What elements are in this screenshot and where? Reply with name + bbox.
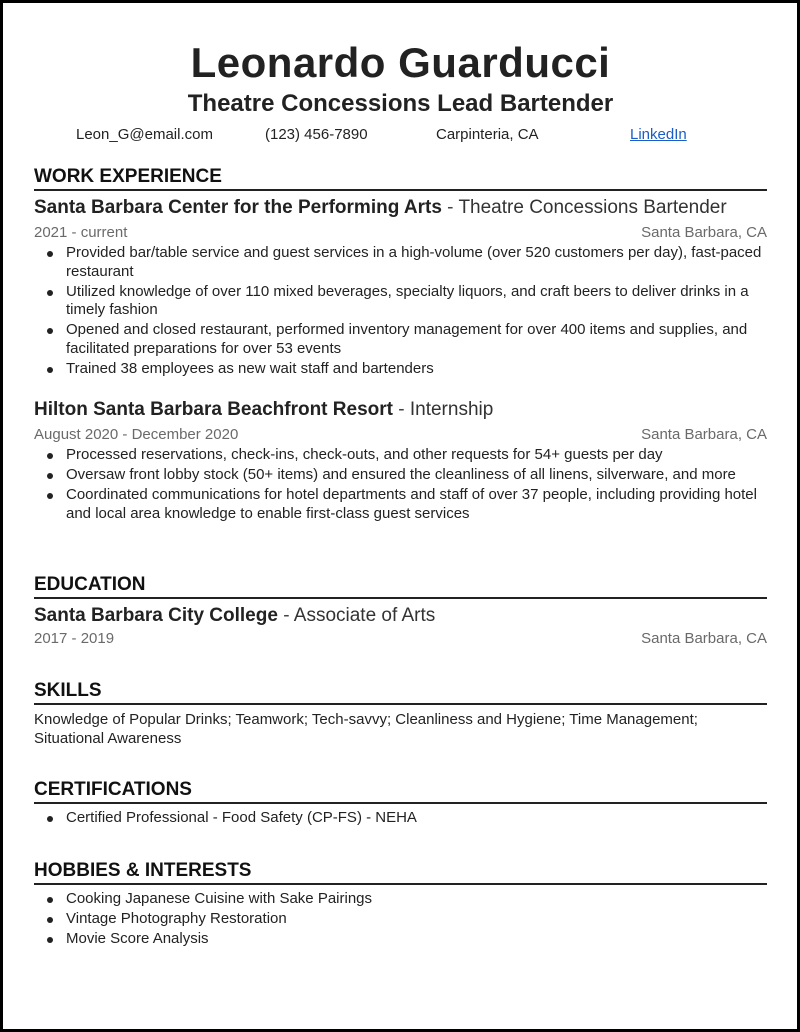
bullet-icon (47, 937, 53, 943)
hobby-text: Vintage Photography Restoration (66, 910, 287, 927)
bullet-text: Opened and closed restaurant, performed inventory management for over 400 items and supplies, and facilitated preparations for over 53 events (66, 321, 748, 357)
job-role: Internship (409, 399, 494, 420)
education-school: Santa Barbara City College (34, 605, 278, 626)
linkedin-link[interactable]: LinkedIn (630, 126, 687, 143)
job-date: August 2020 - December 2020 (34, 426, 239, 443)
bullet-icon (47, 453, 53, 459)
bullet-text: Processed reservations, check-ins, check-outs, and other requests for 54+ guests per day (66, 446, 663, 463)
bullet-icon (47, 897, 53, 903)
education-meta (34, 629, 767, 649)
certification-text: Certified Professional - Food Safety (CP-FS) - NEHA (66, 809, 417, 826)
education-degree: Associate of Arts (293, 605, 436, 626)
hobby-text: Cooking Japanese Cuisine with Sake Pairings (66, 890, 373, 907)
list-item (34, 890, 767, 909)
list-item (34, 910, 767, 929)
job-heading (34, 196, 767, 220)
contact-email: Leon_G@email.com (76, 126, 213, 143)
bullet-icon (47, 367, 53, 373)
list-item (34, 930, 767, 949)
job-organization: Santa Barbara Center for the Performing Arts (34, 197, 442, 218)
list-item (34, 321, 767, 358)
education-separator: - (277, 605, 294, 626)
bullet-text: Coordinated communications for hotel departments and staff of over 37 people, including providing hotel and local area knowledge to enable first-class guest services (66, 486, 757, 522)
job-bullet-list (34, 244, 767, 380)
contact-phone: (123) 456-7890 (265, 126, 368, 143)
section-heading-work: WORK EXPERIENCE (34, 165, 767, 191)
education-date: 2017 - 2019 (34, 630, 115, 647)
bullet-icon (47, 493, 53, 499)
bullet-text: Utilized knowledge of over 110 mixed beverages, specialty liquors, and craft beers to deliver drinks in a timely fashion (66, 282, 749, 318)
education-heading (34, 604, 767, 628)
section-heading-certifications: CERTIFICATIONS (34, 778, 767, 804)
bullet-text: Oversaw front lobby stock (50+ items) and ensured the cleanliness of all linens, silverware, and more (66, 466, 736, 483)
bullet-text: Trained 38 employees as new wait staff and bartenders (66, 359, 434, 377)
job-heading (34, 398, 767, 422)
bullet-icon (47, 290, 53, 296)
candidate-name: Leonardo Guarducci (190, 39, 611, 86)
list-item (34, 486, 767, 523)
list-item (34, 283, 767, 320)
job-bullet-list (34, 446, 767, 525)
list-item (34, 244, 767, 281)
bullet-text: Provided bar/table service and guest services in a high-volume (over 520 customers per day), fast-paced restaurant (66, 244, 762, 280)
job-location: Santa Barbara, CA (641, 426, 767, 443)
job-meta (34, 223, 767, 243)
job-role: Theatre Concessions Bartender (458, 197, 727, 218)
job-date: 2021 - current (34, 224, 128, 241)
list-item (34, 466, 767, 485)
bullet-icon (47, 473, 53, 479)
list-item (34, 446, 767, 465)
certification-list (34, 809, 767, 829)
job-organization: Hilton Santa Barbara Beachfront Resort (34, 399, 393, 420)
bullet-icon (47, 251, 53, 257)
candidate-title: Theatre Concessions Lead Bartender (187, 90, 614, 117)
list-item (34, 360, 767, 379)
section-heading-hobbies: HOBBIES & INTERESTS (34, 859, 767, 885)
section-heading-skills: SKILLS (34, 679, 767, 705)
job-separator: - (441, 197, 459, 218)
hobby-list (34, 890, 767, 950)
job-location: Santa Barbara, CA (641, 224, 767, 241)
bullet-icon (47, 917, 53, 923)
hobby-text: Movie Score Analysis (66, 930, 209, 947)
list-item (34, 809, 767, 828)
job-meta (34, 425, 767, 445)
education-location: Santa Barbara, CA (641, 630, 767, 647)
bullet-icon (47, 328, 53, 334)
skills-text: Knowledge of Popular Drinks; Teamwork; Tech-savvy; Cleanliness and Hygiene; Time Management; Situational Awareness (34, 711, 698, 747)
job-separator: - (392, 399, 410, 420)
contact-location: Carpinteria, CA (436, 126, 539, 143)
bullet-icon (47, 816, 53, 822)
section-heading-education: EDUCATION (34, 573, 767, 599)
contact-line (34, 125, 767, 145)
